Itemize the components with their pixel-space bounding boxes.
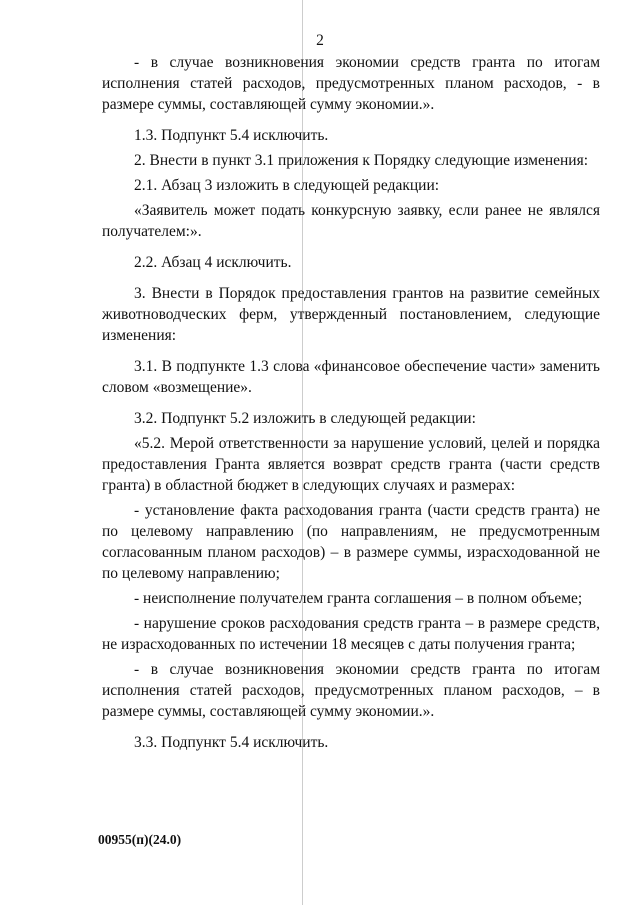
paragraph-2: 2. Внести в пункт 3.1 приложения к Порядку следующие изменения: bbox=[134, 152, 589, 169]
paragraph-3: 3. Внести в Порядок предоставления грантов на развитие семейных животноводческих ферм, утвержденный постановлением, следующие изменения: bbox=[102, 285, 600, 344]
paragraph-3-3: 3.3. Подпункт 5.4 исключить. bbox=[134, 734, 329, 751]
paragraph-non-performance-clause: - неисполнение получателем гранта соглашения – в полном объеме; bbox=[134, 590, 583, 607]
document-code: 00955(п)(24.0) bbox=[98, 832, 182, 847]
paragraph-2-1: 2.1. Абзац 3 изложить в следующей редакции: bbox=[134, 177, 440, 194]
paragraph-3-2: 3.2. Подпункт 5.2 изложить в следующей редакции: bbox=[134, 410, 476, 427]
paragraph-misuse-clause: - установление факта расходования гранта (части средств гранта) не по целевому направлению (по направлениям, не предусмотренным согласованным планом расходов) – в размере суммы, израсходованной не по целевому направлению; bbox=[102, 502, 600, 582]
page-number: 2 bbox=[316, 32, 324, 49]
paragraph-deadline-clause: - нарушение сроков расходования средств гранта – в размере средств, не израсходованных по истечении 18 месяцев с даты получения гранта; bbox=[102, 615, 600, 653]
paragraph-economy-clause: - в случае возникновения экономии средств гранта по итогам исполнения статей расходов, предусмотренных планом расходов, - в размере суммы, составляющей сумму экономии.». bbox=[102, 54, 600, 113]
paragraph-5-2-quote: «5.2. Мерой ответственности за нарушение условий, целей и порядка предоставления Гранта является возврат средств гранта (части средств гранта) в областной бюджет в следующих случаях и размерах: bbox=[102, 435, 600, 494]
paragraph-savings-clause: - в случае возникновения экономии средств гранта по итогам исполнения статей расходов, предусмотренных планом расходов, – в размере суммы, составляющей сумму экономии.». bbox=[102, 661, 600, 720]
paragraph-applicant-quote: «Заявитель может подать конкурсную заявку, если ранее не являлся получателем:». bbox=[102, 202, 600, 240]
paragraph-2-2: 2.2. Абзац 4 исключить. bbox=[134, 254, 292, 271]
paragraph-1-3: 1.3. Подпункт 5.4 исключить. bbox=[134, 127, 329, 144]
paragraph-3-1: 3.1. В подпункте 1.3 слова «финансовое обеспечение части» заменить словом «возмещение». bbox=[102, 358, 600, 396]
document-body bbox=[102, 52, 600, 753]
